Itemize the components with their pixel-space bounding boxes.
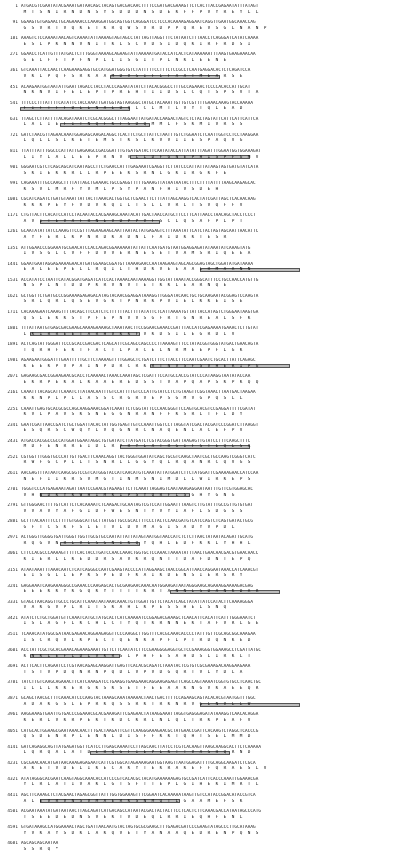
amino-acid-line <box>2 316 405 326</box>
amino-acid-sequence: I S C R Q V L K P E C T Q E N K A P F L P T R D Q N K E D <box>21 637 251 643</box>
amino-acid-line <box>2 815 405 825</box>
nucleotide-sequence: ATATAGGGCACGAATCAAGTAGGCAAACACCATCCCGTCACACGCTACATGAAAAAAGAGTGCCGATCATTCACCCAAATTGGAAACGA <box>21 776 259 782</box>
amino-acid-sequence: S S R Q * <box>21 846 59 852</box>
nucleotide-sequence: GGAATGAATAGGAGAAAAGAACATGATGGAAGCGGATGTTAAAAGAACCAATAAGAAGTAGCAGCGGAGTAGCTGGATATGATAAAA <box>21 261 254 267</box>
line-number: 3511 <box>7 631 18 637</box>
nucleotide-sequence: ATATCTCTGCTGGATGTTCAAATCATGCTATGCACTCATCAAAAATCCGGAGACGAAAGCTCAACATTCACATTCATTTGGGAAATCT <box>21 615 256 621</box>
amino-acid-sequence: L I Y L A L L E E P R N V V L L D F G N E P H I S P F G M V <box>21 154 259 160</box>
line-number: 811 <box>9 148 18 154</box>
nucleotide-sequence: GAGAAGCGACCGGAAGAACGCACCTCAAAAACTAAACCAAATAGCTCGATTTCCATGCCACCGTATCCCATAAGGTAATATACCAA <box>21 374 251 380</box>
amino-acid-sequence: M T S N I R N D N S Y S D D D N S D E K F F P V Y R E Y L L <box>21 9 259 15</box>
amino-acid-sequence: A Y F E R L K P N R D K A D N L F A I D K K T E S R <box>21 235 227 240</box>
amino-acid-line <box>2 541 405 551</box>
amino-acid-sequence: K E R L V K R P E K T K D C K R L N L Q L T R K P E A F V <box>21 718 251 723</box>
nucleotide-sequence: TGGGTCCCATGAGAAATAGATTAATCCGAACGTAGAAGTTCTTCAAATTAGGAGTCAATAAAGAGGAATAATTTGTTCGTGGAGCAC <box>21 487 254 492</box>
line-number: 3151 <box>7 567 18 573</box>
nucleotide-sequence: ATAATAAATTTAAACAATCTCATCAGGGCCAATCGAAGTACCCCATTAGGAAGCTAACCGGCATTAACCAGGAATAAACCATCAAACGT <box>21 567 259 573</box>
amino-acid-line <box>2 477 405 487</box>
nucleotide-sequence: GTTGGGAACTTTTGTCATTCTCACAAAATCTCAAGACTGCAATAGTCGTCCATTGGAATTTAAGTCTTGTATTTGCCGTTGTGTGAT <box>21 503 254 509</box>
amino-acid-line <box>2 106 405 116</box>
nucleotide-sequence: CAAATTTACAGCATTCAAATCTTATAACAATTTGTCCATTTTGTCCCATTGTATCCTCTGTAAGTTCGGTAAACTTAATGACTAAGAA <box>21 390 256 396</box>
nucleotide-sequence: CAGAAATTTGCCAAGCTTTTATTAGCTGAAAACTGCCGAGGTTTTTGAAAGTTATAATAATACTTTCTTTTATTTTAAGCAAGAGCAC <box>21 181 256 187</box>
amino-acid-line <box>2 638 405 648</box>
line-number: 4411 <box>7 792 18 798</box>
line-number: 1801 <box>7 326 18 331</box>
amino-acid-sequence: I L L L K K E R G K S K S E T F E E A A K N G V K A E E Q R <box>21 685 259 691</box>
amino-acid-line <box>2 42 405 52</box>
amino-acid-line <box>2 283 405 293</box>
amino-acid-line <box>2 493 405 503</box>
amino-acid-line <box>2 267 405 277</box>
amino-acid-sequence: E S L P K N N V N I T K L S C V D S I D Q K I R F R D S I <box>21 41 251 47</box>
amino-acid-sequence: E A L E E P E L L R Q I L T H D K V E E A A L R M A A N N <box>21 267 251 273</box>
amino-acid-sequence: G F T C S K F S L E T V L D V M A G I S A D Y V P D L <box>21 524 235 530</box>
amino-acid-line <box>2 750 405 760</box>
amino-acid-sequence: V K L P Q F S R K A A M D V S I F L F A A T M E A R S E <box>21 74 243 79</box>
nucleotide-sequence: CGCATCAGATCTGATGTAAATTATTACTTAAACACTGGTGCTCGAACTTCTTTATTAGCAAGGTCACTATCGATTAGCTCACAACAAG <box>21 197 256 203</box>
nucleotide-sequence: GCTTTACAATTTCCTTTTGTGGGCATTGCTTATGGTTGCCGCACTTTCCCTACTCCAACGATGTCATCCAGTCTCAGTGATACTGCG <box>21 519 254 525</box>
amino-acid-sequence: N E F I I K R S V M G T I N M S N I M D L L W I R K E P S <box>21 476 251 482</box>
line-number: 631 <box>9 116 18 122</box>
nucleotide-sequence: CACAAAGAATCAAAGTTTTACAGCTTCCATCTCTTTTTTACTTTTATATTCTCATTAAAATGTTATTACCATAGTCTGGGAATAAGTGA <box>21 309 259 315</box>
amino-acid-sequence: F I F T F F D L L N A L D V L C L M T L V Y T Q L E A D <box>21 106 243 112</box>
line-number: 2881 <box>7 519 18 525</box>
nucleotide-sequence: GAGGAAATCAAGAAAGGGCCGAAACCCAAGAGCACTGCGAAGAACAAACAATGGAAGATAATAGGGAAGCAGAAAGGAAAAGACGAG <box>21 583 254 589</box>
amino-acid-line <box>2 799 405 809</box>
nucleotide-sequence: GGAACCTCATTGTTTATGACTCTTTGGGTAAAAGCAGAAGTATTAAAAATGATACCATCACTCATAAAAAATTTAAGTGAAGAAACAA <box>21 52 256 58</box>
amino-acid-line <box>2 251 405 261</box>
nucleotide-sequence: GGAAGTGTGAGAACTGCAGAAAACCCAAAGGATGGCAGTGGTCAGGGATCCTCCCACAAAAGAGGAATCAGGTTGAATGGCAAACCAG <box>21 20 256 26</box>
nucleotide-sequence: GTGATAAAGCCATGGAAAACTAGCTGATTAACAATGTACTAGTGCGCGAAGCTTTGAGACGATCCCGAAGTATAGCCCTTGCATAAAG <box>21 825 256 831</box>
line-number: 3961 <box>7 712 18 718</box>
nucleotide-sequence: TCAAACATATGGCGATAACGAGAACAGGAAGAGGTTCCCAAGGCTTGGTTTCACGCAAACACCCCTATTTGTTCGCAGCGGCAAAGAA <box>21 631 256 637</box>
amino-acid-line <box>2 847 405 857</box>
nucleotide-sequence: ATGACGTCGAATATACGAAATGATAACAGCTACAGTGACGACAACTTTTCCGATGACGAAAGTTCTCACTTACCGAGAATATTTATAGT <box>21 4 259 9</box>
line-number: 1171 <box>7 213 18 219</box>
amino-acid-sequence: L Q L L S L K E T E M S T K S L K V V I I E S P A Q V G <box>21 138 243 144</box>
nucleotide-sequence: TATCTTGTCAAGCAGAAACTTCATCAAAGATCCTGAAGGTGAAGAAACAGGAAGAGAGTTCAGCCAGTAAAATCGGTGTGCCTCAACTGC <box>21 680 262 686</box>
amino-acid-line <box>2 702 405 712</box>
line-number: 3781 <box>7 680 18 686</box>
amino-acid-sequence: A K E T V D E L I K E C A K Y T E K R A K E F F Q R A E S L V <box>21 766 267 772</box>
nucleotide-sequence: TTATTTATTTGGCCCATTATTGAGAAGCCGACGGATTTGTGATGATACTTCAATATACCATTATATTTAGATTTGGAATGGTGGAAAGAT <box>21 148 262 154</box>
amino-acid-line <box>2 10 405 20</box>
amino-acid-line <box>2 686 405 696</box>
line-number: 3691 <box>7 664 18 670</box>
nucleotide-sequence: GCAGCTAACGCTTTCAAACATCCCAAGTACTAAAGCAAATAAAAACTAACTGACTTTTCCAGAAGCAGTACACACGTAATGGTTTGGC <box>21 696 256 702</box>
amino-acid-sequence: A L E V R V N S V M A E R K S N M Q T L G A A M E F S K <box>21 798 243 804</box>
amino-acid-line <box>2 605 405 615</box>
amino-acid-sequence: K I E R L L K E D D R S A V K R Q N T T D A F D N T E P Q <box>21 557 251 562</box>
line-number: 901 <box>9 165 18 170</box>
nucleotide-sequence: AAAGTCTCCAAAATAACAGTCAAAATATTAAAAGTAGTAGCCTATTAGTTAGGTTTCTATAATCTTTAACCTCAGGGATCATATCAAAA <box>21 36 259 42</box>
amino-acid-sequence: G E L F F T P F N P L L I S G I T P L N K L E E N E <box>21 57 227 63</box>
amino-acid-sequence: E E E K K Y K G Q K Y T T T T K R T A N N L S D A N K D A R <box>21 589 259 595</box>
amino-acid-sequence: K K K P E Y F V D V K Q I L T S L L V R L T S V Q F F V <box>21 202 243 208</box>
amino-acid-line <box>2 364 405 374</box>
nucleotide-sequence: GCAATATATTATCCAAAGTTCCGTTTAGAAGAAGCAATTAATACTATGAGAGTCTTTAAATATTCATCTACTAGTAGCAATTAACATTC <box>21 229 259 235</box>
amino-acid-line <box>2 90 405 100</box>
line-number: 91 <box>12 20 18 26</box>
line-number: 271 <box>9 52 18 58</box>
line-number: 2251 <box>7 406 18 412</box>
amino-acid-line <box>2 718 405 728</box>
amino-acid-line <box>2 203 405 213</box>
line-number: 3061 <box>7 551 18 557</box>
amino-acid-sequence: Y V K A Y S D K L A K Q V E T Y A N A A Q E D R E N P Q N S <box>21 830 259 836</box>
nucleotide-sequence: GAATCGATTAACCGATCTGCTGGATTACACTATTGGTGAGTTGTCCAAATTGGTCCTTAGGTATCGACTACGATCCCGGATCTTAAGGT <box>21 422 259 428</box>
amino-acid-line <box>2 26 405 36</box>
nucleotide-sequence: ACTCAGTATTGGGATTCCCGCACCGACGACTCAGCATTCGCAGCCAGCCCCTTAAAAGTTTCCTATACGGTGGGTATGACTGAACAGTA <box>21 342 259 348</box>
amino-acid-line <box>2 171 405 181</box>
amino-acid-line <box>2 380 405 390</box>
amino-acid-sequence: G S V R T V Q K E T K R Q W S V R D P P Q R E V S G L N A N P <box>21 25 267 31</box>
line-number: 2341 <box>7 422 18 428</box>
amino-acid-sequence: K N K L E F L D L V K R S L P H F E S A H D S L I R K L T <box>21 653 251 659</box>
nucleotide-sequence: GATCTAACGTTAGAACAAATGGAGAGCAAGACAGGCTCACTTCTGCTTATTCTAATTTGTCTGGAATCTCAATTGGTCCTCCTAAGGAA <box>21 132 259 138</box>
line-number: 2701 <box>7 487 18 492</box>
amino-acid-sequence: N K N V I F E L E P T P R E H T I I D S L C Q T S P S V T A <box>21 90 259 96</box>
line-number: 1 <box>15 4 18 9</box>
line-number: 541 <box>9 100 18 106</box>
line-number: 1621 <box>7 293 18 299</box>
line-number: 2161 <box>7 390 18 396</box>
line-number: 1981 <box>7 358 18 364</box>
amino-acid-sequence: V H N D K Y K W H I M K I P S Y Q R F L S G H Y G N G <box>21 492 235 498</box>
amino-acid-line <box>2 235 405 245</box>
amino-acid-sequence: E K R P E K A L K A A E R E D S S T V A P Q A P S K P K Q Q <box>21 379 259 385</box>
nucleotide-sequence: CGTGGTTTGGGTGCCCATTGTTGACTTCAAACAGGTTACTGGGTGGATATCAGCTGCGTCAAGCTAATCGCTGCCAAGTCGGGTCATC <box>21 454 256 460</box>
amino-acid-sequence: K S V L M R F Y V M L P S Y P A N F H I V S D E H <box>21 186 219 192</box>
amino-acid-sequence: V A K G V P L R I T S K A H L K P E S S H E L S N Q <box>21 605 227 611</box>
amino-acid-line <box>2 219 405 229</box>
amino-acid-sequence: M D F E N R R E I D L R P R Y L A T R G I F S T E Q L S A <box>21 444 251 450</box>
line-number: 4231 <box>7 760 18 766</box>
nucleotide-sequence: TTAGCTCTTATTTTACAGATAAATCTCGCACGGGCTTTAGGAATTATGATACCAAGACTAGTCTCTACTAGTATTCATTCATTCATTCA <box>21 116 259 122</box>
amino-acid-line <box>2 460 405 470</box>
line-number: 4051 <box>7 728 18 734</box>
nucleotide-sequence: GTAGCTAACAGGTTGCCCTGCATTCAAATAATAAACAAACTGTTGGATTGTTCTACATCAGCTATATTATCCATACTTCAAAAGGGA <box>21 599 254 605</box>
line-number: 2971 <box>7 535 18 541</box>
line-number: 3241 <box>7 583 18 589</box>
nucleotide-sequence: CGCGAACAACATGATAACAAAGAGAGAATCATTCGTGGCATAGAAAAGAATGGTAAGTTAATGGAGATTTTGCAGGCAAGATCTCGCA <box>21 760 256 766</box>
line-number: 2431 <box>7 438 18 444</box>
amino-acid-line <box>2 122 405 132</box>
nucleotide-sequence: ATGACCACGGCCGCCATGGATGGAATAGGCTGTGATATCTTATGATCTCGTACGGGTGATTAAGAGTTGTATCCTTTCAAGCTTTC <box>21 438 251 444</box>
amino-acid-sequence: K E E K P V P A I N P D R C R K R T N V S F S V H E R I P G <box>21 363 259 369</box>
amino-acid-line <box>2 138 405 148</box>
nucleotide-sequence: ACTGGGTTGGGGTGATTGGGTTGGTTGCGTGCCAATATTATTATAGTAATGGTAACCATCTCTCTTAACTATAATACAGATTGCATG <box>21 535 254 541</box>
line-number: 2791 <box>7 503 18 509</box>
nucleotide-sequence: CTTCCACGCCCAAAAGTTTTTCACTACCTGATCCAACCAAACTGGTGCTCCAAACTAAAATATTTAACTGAACAACGACGTGAACAACC <box>21 551 259 557</box>
line-number: 3421 <box>7 615 18 621</box>
amino-acid-sequence: A V I T E V A F R N E V D P P V F S C L Q S A F P L P T <box>21 218 243 224</box>
amino-acid-line <box>2 509 405 519</box>
amino-acid-line <box>2 782 405 792</box>
line-number: 4591 <box>7 825 18 831</box>
amino-acid-line <box>2 348 405 358</box>
amino-acid-sequence: N S P L N T D D P K R V N V T E T K K L E A R N Q E <box>21 283 227 289</box>
amino-acid-line <box>2 525 405 535</box>
nucleotide-sequence: AAGGAAAGTGAATTGTGACCCGGAAACGCACGAAAGATTCGAGAACTATAAGGAAATTAGGTGAGGGAGATATAAAGGTCAACACAGGA <box>21 712 259 718</box>
line-number: 4141 <box>7 744 18 750</box>
line-number: 1261 <box>7 229 18 235</box>
nucleotide-sequence: CTGTTACTTCACATCCATCCTACAATACCACGAAAGCAAATACATTGACTAACCATGCTTCCTTCATTAACCTAACAGCTACCTCCCT <box>21 213 256 219</box>
amino-acid-sequence: E I S G L L E P K S P E D F K A I K D E N S I E R S R Y <box>21 573 243 579</box>
nucleotide-sequence: AGAAGAATGGGATTTGAATTTTTGCTTCTAAAAGTTTTGGAGCTCTGATCTTTCTTACCTTCCAATCGAATCTGCACTTATTCAGAGC <box>21 358 256 364</box>
amino-acid-line <box>2 589 405 599</box>
amino-acid-line <box>2 299 405 309</box>
nucleotide-sequence: CATGCACTGGAAGCGAATAAACAACTTTGACTAAGATTCGTTCAAGGGAAAGAACGCTATGAACCGATTCACAAGTCTAGGCTCACCCG <box>21 728 259 734</box>
line-number: 361 <box>9 68 18 74</box>
amino-acid-sequence: I V S G L C V F F D V V E R N E S E T V A M S R I Q E E A <box>21 251 251 257</box>
line-number: 3601 <box>7 648 18 653</box>
nucleotide-sequence: GTCAAATTACCAACTCAAGAAAGAGGTGCCATGGATGGGTGTCTATTTTTCCTTTCTCCGCCTCAATGAGGACACTCTCAGATCCA <box>21 68 251 74</box>
nucleotide-sequence: ACCATATCCTAATTCATACGGATGAGATCATCCACTAAAACAATAAAAGGTTGGTATTAAATACCGGGCATTTCCTGCCAACCATGTTG <box>21 277 259 283</box>
amino-acid-line <box>2 573 405 583</box>
amino-acid-line <box>2 654 405 664</box>
line-number: 1531 <box>7 277 18 283</box>
amino-acid-line <box>2 734 405 744</box>
amino-acid-line <box>2 58 405 68</box>
nucleotide-sequence: TTTCCCTTTATTTTCATATTCTACCAAATTGATGGTAGTAAGGGCTATGCTACAAATTGTTGTCGTTTTGAAACAAAGTACCAAAAA <box>21 100 254 106</box>
amino-acid-line <box>2 412 405 422</box>
nucleotide-sequence: AGCAGCAGCAATAA <box>21 841 59 847</box>
amino-acid-line <box>2 621 405 631</box>
line-number: 1081 <box>7 197 18 203</box>
amino-acid-sequence: I S L A G F L K C H L C T Y Q T K R N N E K T A F V R L G E <box>21 621 259 627</box>
nucleotide-sequence: ACTTCACTTCAGAATCCTCGTAACAGAGCAAGGATTGAGTTCACACGCAGATCTAAATACTCGTGTCGCGAAAGACAAGGAAGAAA <box>21 664 251 670</box>
amino-acid-sequence: R Q G V N R L V L S G N I K Q Y Q H L E D F K K L Y H H L <box>21 540 251 546</box>
amino-acid-line <box>2 74 405 84</box>
nucleotide-sequence: ACGAATAAATATGATAATAACTTAGCAGATCATGACAGCCATAATACGACTACTACTTCCTCACTCTTCAAACGACCATAATAGCCCATG <box>21 809 262 814</box>
line-number: 4501 <box>7 809 18 814</box>
amino-acid-line <box>2 187 405 197</box>
amino-acid-line <box>2 155 405 165</box>
nucleotide-sequence: TTTATTAATGTGAGCGACGAAGCAAAAGAAAAGCTAAATAACTTCCGGAACGAAACCGATTTACCATCGAGAAAATGAAACTCTTGTAT <box>21 326 259 331</box>
line-number: 1351 <box>7 245 18 251</box>
amino-acid-sequence: E S Q R S C W Q Y L V Q G N R C N A Q E N L A C E F P V <box>21 428 243 434</box>
line-number: 2521 <box>7 454 18 460</box>
amino-acid-sequence: K K N P L P L L A S S C R G R V E P S G M V G P Q S L L <box>21 396 243 401</box>
line-number: 3871 <box>7 696 18 702</box>
line-number: 451 <box>9 84 18 90</box>
line-number: 4681 <box>7 841 18 847</box>
nucleotide-sequence: CAAATTGAGTGCACGCGCCAGCAAGGAAACGGATCAAATTCTCGGTATTCCCAACGGGTTCCAGTGCACGTCCGAGGATTTTCGATAT <box>21 406 256 412</box>
amino-acid-sequence: Q S L E K K S T P F E P N V V S G F R T G N R E A L S F K <box>21 315 251 321</box>
nucleotide-sequence: ACCTATTCGCTGCACGAAACAGAAAGAAATTGTTCTTCAATATCTTCCGAAGGGGAGGTGCTCCGAAAGGGTGGAAAGCCTCGATTATGC <box>21 648 262 653</box>
amino-acid-sequence: Y L R L A T I V A K L G T S F T T E P L G I H E K I M R T L <box>21 782 259 788</box>
line-number: 991 <box>9 181 18 187</box>
amino-acid-sequence: S K I E K K R L L R P E E K S R N L G K I R G K F E <box>21 170 227 176</box>
amino-acid-sequence: V V A V Y A F G I D F W E S N T Y V Y I A F L S D G S S <box>21 508 243 514</box>
line-number: 3331 <box>7 599 18 605</box>
amino-acid-line <box>2 396 405 406</box>
line-number: 1711 <box>7 309 18 315</box>
amino-acid-sequence: T S E E D E D N S V E K T V D E Q L R R I E Q H F E N L <box>21 814 243 820</box>
amino-acid-sequence: T S T V P D Q N R N P Q D L V P V D G Q R T V L Y D L A <box>21 669 243 675</box>
amino-acid-line <box>2 766 405 776</box>
amino-acid-sequence: R W F G C P L L T S N R L L G G Y Q L R Q A N R C Q V G S <box>21 460 251 466</box>
nucleotide-sequence: AACGAGTTTATAATCAAGCGGTCCGTCATGGGTACCATCAACATGTCAAATATTATGGATCTTCTATGGATTCGAAAAGAACCATCCAA <box>21 470 259 476</box>
amino-acid-line <box>2 831 405 841</box>
line-number: 181 <box>9 36 18 42</box>
line-number: 1441 <box>7 261 18 267</box>
amino-acid-sequence: A D A K G S L E P R K Q S S R K T R K N R V G L N V L L W <box>21 701 251 707</box>
amino-acid-line <box>2 332 405 342</box>
amino-acid-sequence: Q S D E N R P L E N N L D I S F F K K T Q H T S E L M M D <box>21 734 251 740</box>
line-number: 721 <box>9 132 18 138</box>
amino-acid-sequence: T Q R H F E K T F A C T L P A C E L N R M E E P F L G K <box>21 347 243 353</box>
line-number: 1891 <box>7 342 18 348</box>
line-number: 2071 <box>7 374 18 380</box>
amino-acid-sequence: K V L P A V S K S N E G G N R A N F F K S R L T F L D Y <box>21 412 243 418</box>
nucleotide-sequence: ATTGGAACCCGGAAATGCGAACATCCACCAGACGGAAAAAATATTATTCAATGATGTAATGGAGGAGATATAAATATCAAAGTATG <box>21 245 251 251</box>
nucleotide-sequence: AGCTTCAAAGCTCTACGAACTAGAGCGGTTATTTGGTGGAAAGTTTCGGAATCACAAAAATAAGTTGTCCATACCGGACATACCGTCA <box>21 792 256 798</box>
amino-acid-line <box>2 557 405 567</box>
amino-acid-sequence: L Q R Q A L A T D L R Q G F I E P L K T T V A S H Q R N D <box>21 750 251 756</box>
amino-acid-sequence: L A L I E F I T N Q F K F S D Q M M L F S K M I V R S S <box>21 122 243 128</box>
amino-acid-sequence: L K I R R E E T A R H V K K F V K D S I L E G R D L V <box>21 331 235 337</box>
line-number: 4321 <box>7 776 18 782</box>
nucleotide-sequence: GATCAGAGGCAGTTATGAGATGGTTCATCCTTGAGCAAAATCCTTAGCAACTTATCCTCGTCACAAGTTAAGCAAGGCACTTCTCAAAAA <box>21 744 262 750</box>
amino-acid-line <box>2 670 405 680</box>
amino-acid-sequence: S R L Q R L Q S E V G K T P N R K P V I E L K K E I S E <box>21 299 243 305</box>
nucleotide-sequence: GCTGGTTCTGATGCCCGGAAAAGAGAGACATAGTACAACGGAGGATAAAGGTTGGGATACAACTGCTGCAAGAATACGGAGTCCAAGTA <box>21 293 259 299</box>
nucleotide-sequence: GGGAATCGTCTCAGCAGCATCAATAGCCTTCTGAACCATTTGAGAAATCGAGGTTCTTATCCCATTATTATAAGTAGTGATGTATCATA <box>21 165 259 170</box>
amino-acid-line <box>2 428 405 438</box>
amino-acid-line <box>2 444 405 454</box>
nucleotide-sequence: ACAAGAATGGTAATATTGAATTAGACCTACCTACCCAGAATATATCTTACACGGGCCTTTGCCAGAAACTCCCCACACCATTGCAT <box>21 84 251 90</box>
line-number: 2611 <box>7 470 18 476</box>
